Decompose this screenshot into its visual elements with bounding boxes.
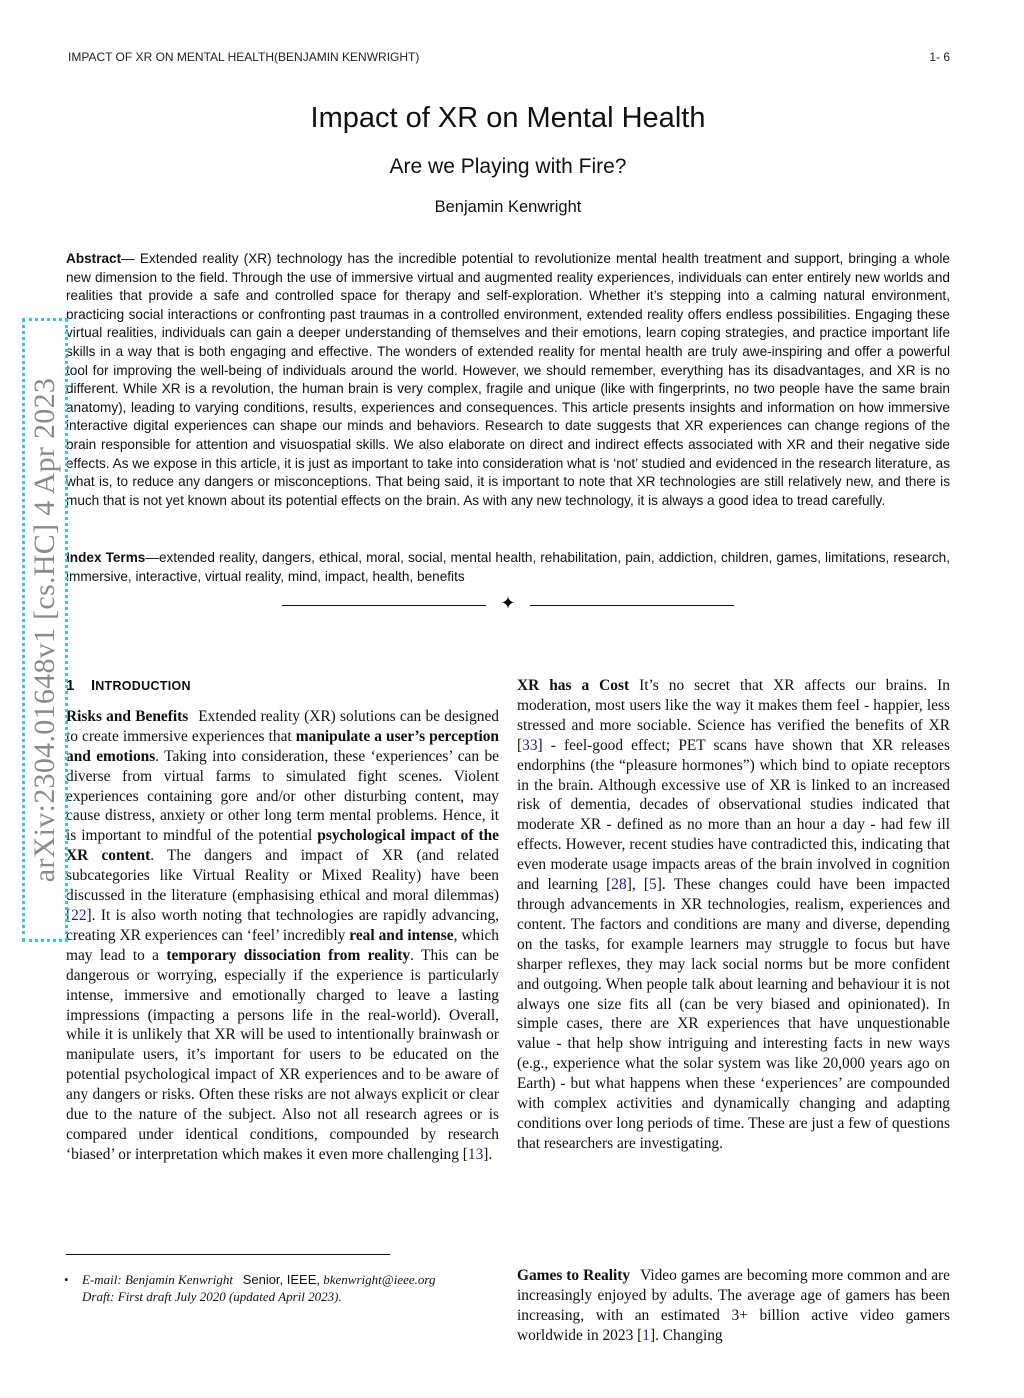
text-run: . The dangers and impact of XR (and related subcategories like Virtual Reality or Mixed Reality) have been discussed in the literature (emphasising ethical and moral dilemmas) [ [66,847,499,924]
footnote [66,1271,506,1305]
arxiv-identifier[interactable]: arXiv:2304.01648v1 [cs.HC] 4 Apr 2023 [28,377,61,883]
footnote-email-label: E-mail: Benjamin Kenwright [82,1272,233,1287]
paragraph-xr-has-a-cost [517,676,950,1154]
citation-link[interactable]: 1 [642,1326,650,1344]
bold-phrase: real and intense [349,926,454,944]
footnote-bullet-icon: • [64,1272,69,1287]
left-column [66,676,499,1165]
index-terms-dash: — [145,550,159,565]
page-number: 1- 6 [929,50,950,64]
abstract-label: Abstract [66,251,122,266]
paragraph-risks-and-benefits [66,707,499,1165]
citation-link[interactable]: 28 [611,876,627,894]
running-title: IMPACT OF XR ON MENTAL HEALTH(BENJAMIN KENWRIGHT) [68,50,420,64]
citation-link[interactable]: 22 [71,906,87,924]
text-run: Extended reality (XR) solutions can be designed to create immersive experiences that [66,707,499,745]
paper-subtitle: Are we Playing with Fire? [389,155,627,178]
footnote-ieee-grade: Senior, IEEE, [242,1272,321,1287]
text-run: ], [ [626,876,650,894]
text-run: ]. Changing [649,1326,723,1344]
index-terms-label: Index Terms [66,550,146,565]
text-run: ]. [483,1145,493,1163]
text-run: It’s no secret that XR affects our brains. In moderation, most users like the way it makes them feel - happier, less stressed and more sociable. Science has verified the benefits of XR [ [517,677,950,754]
footnote-rule [66,1254,390,1255]
paper-title: Impact of XR on Mental Health [310,102,706,134]
text-run: , which may lead to a [66,926,500,964]
abstract-dash: — [121,251,140,266]
divider-rule-right [530,605,734,606]
section-heading-introduction [66,676,499,697]
citation-link[interactable]: 5 [649,876,657,894]
text-run: ]. It is also worth noting that technologies are rapidly advancing, creating XR experiences can ‘feel’ incredibly [66,906,499,944]
index-terms [66,549,950,586]
bold-phrase: temporary dissociation from reality [166,946,411,964]
section-title-initial: I [91,677,96,694]
section-number: 1 [66,677,75,694]
paragraph-games-to-reality [517,1266,950,1346]
text-run: ]. These changes could have been impacted through advancements in XR technologies, realism, experiences and content. The factors and conditions are many and diverse, depending on the tasks, for example learners may struggle to focus but have sharper reflexes, they may lack social norms but be more confident and outgoing. When people talk about learning and behaviour it is not always one size fits all (can be very biased and opinionated). In simple cases, there are XR experiences that have unquestionable value - that help show intriguing and interesting facts in new ways (e.g., experience what the solar system was like 20,000 years ago on Earth) - but what happens when these ‘experiences’ are compounded with complex activities and dynamically changing and adapting conditions over long periods of time. These are just a few of questions that researchers are investigating. [517,876,951,1152]
abstract-text: Extended reality (XR) technology has the incredible potential to revolutionize mental health treatment and support, bringing a whole new dimension to the field. Through the use of immersive virtual and augmented reality experiences, individuals can enter entirely new worlds and realities that provide a safe and controlled space for therapy and self-exploration. Whether it’s stepping into a calming natural environment, practicing social interactions or confronting past traumas in a controlled environment, extended reality offers endless possibilities. Engaging these virtual realities, individuals can gain a deeper understanding of themselves and their emotions, learn coping strategies, and practice important life skills in a way that is both engaging and effective. The wonders of extended reality for mental health are truly awe-inspiring and offer a powerful tool for improving the well-being of individuals around the world. However, we should remember, everything has its disadvantages, and XR is no different. While XR is a revolution, the human brain is very complex, fragile and unique (like with fingerprints, no two people have the same brain anatomy), leading to varying conditions, results, experiences and consequences. This article presents insights and information on how immersive interactive digital experiences can shape our minds and behaviors. Research to date suggests that XR experiences can change regions of the brain responsible for attention and visuospatial skills. We also elaborate on direct and indirect effects associated with XR and their negative side effects. As we expose in this article, it is just as important to take into consideration what is ‘not’ studied and evidenced in the research literature, as what is, to reduce any dangers or misconceptions. That being said, it is important to note that XR technologies are still relatively new, and there is much that is not yet known about its potential effects on the brain. As with any new technology, it is always a good idea to tread carefully. [66,251,950,508]
heading-risks-and-benefits: Risks and Benefits [66,707,189,725]
citation-link[interactable]: 33 [522,736,538,754]
paper-author: Benjamin Kenwright [434,198,582,216]
section-divider [282,594,734,616]
divider-star-icon: ✦ [500,593,516,613]
footnote-email-address: bkenwright@ieee.org [323,1272,436,1287]
text-run: ] - feel-good effect; PET scans have shown that XR releases endorphins (the “pleasure hormones”) which bind to opiate receptors in the brain. Although excessive use of XR is linked to an increased risk of dementia, decades of observational studies indicated that moderate XR - defined as no more than an hour a day - had few ill effects. However, recent studies have contradicted this, indicating that even moderate usage impacts areas of the brain involved in cognition and learning [ [517,736,950,894]
text-run: . Taking into consideration, these ‘experiences’ can be diverse from virtual farms to simulated fight scenes. Violent experiences containing gore and/or other disturbing content, may cause distress, anxiety or other long term mental problems. Hence, it is important to mindful of the potential [66,747,499,845]
text-run: Video games are becoming more common and are increasingly enjoyed by adults. The average age of gamers has been increasing, with an estimated 3+ billion active video gamers worldwide in 2023 [ [517,1267,950,1344]
right-column [517,676,950,1154]
heading-games-to-reality: Games to Reality [517,1267,631,1284]
index-terms-text: extended reality, dangers, ethical, moral, social, mental health, rehabilitation, pain, addiction, children, games, limitations, research, immersive, interactive, virtual reality, mind, impact, health, benefits [66,550,950,584]
abstract [66,250,950,510]
running-header [68,50,950,68]
footnote-line-1 [82,1271,506,1288]
bold-phrase: manipulate a user’s perception and emotions [66,727,499,765]
section-title-rest: NTRODUCTION [95,679,191,693]
bold-phrase: psychological impact of the XR content [66,827,499,865]
heading-xr-has-a-cost: XR has a Cost [517,677,630,694]
footnote-line-2: Draft: First draft July 2020 (updated April 2023). [82,1289,342,1304]
text-run: . This can be dangerous or worrying, especially if the experience is particularly intense, immersive and emotionally charged to leave a lasting impressions (impacting a persons life in the real-world). Overall, while it is unlikely that XR will be used to intentionally brainwash or manipulate users, it’s important for users to be educated on the potential psychological impact of XR experiences and to be aware of any dangers or risks. Often these risks are not always explicit or clear due to the nature of the subject. Also not all research agrees or is compared under identical conditions, compounded by research ‘biased’ or interpretation which makes it even more challenging [ [66,946,500,1163]
citation-link[interactable]: 13 [467,1145,484,1163]
